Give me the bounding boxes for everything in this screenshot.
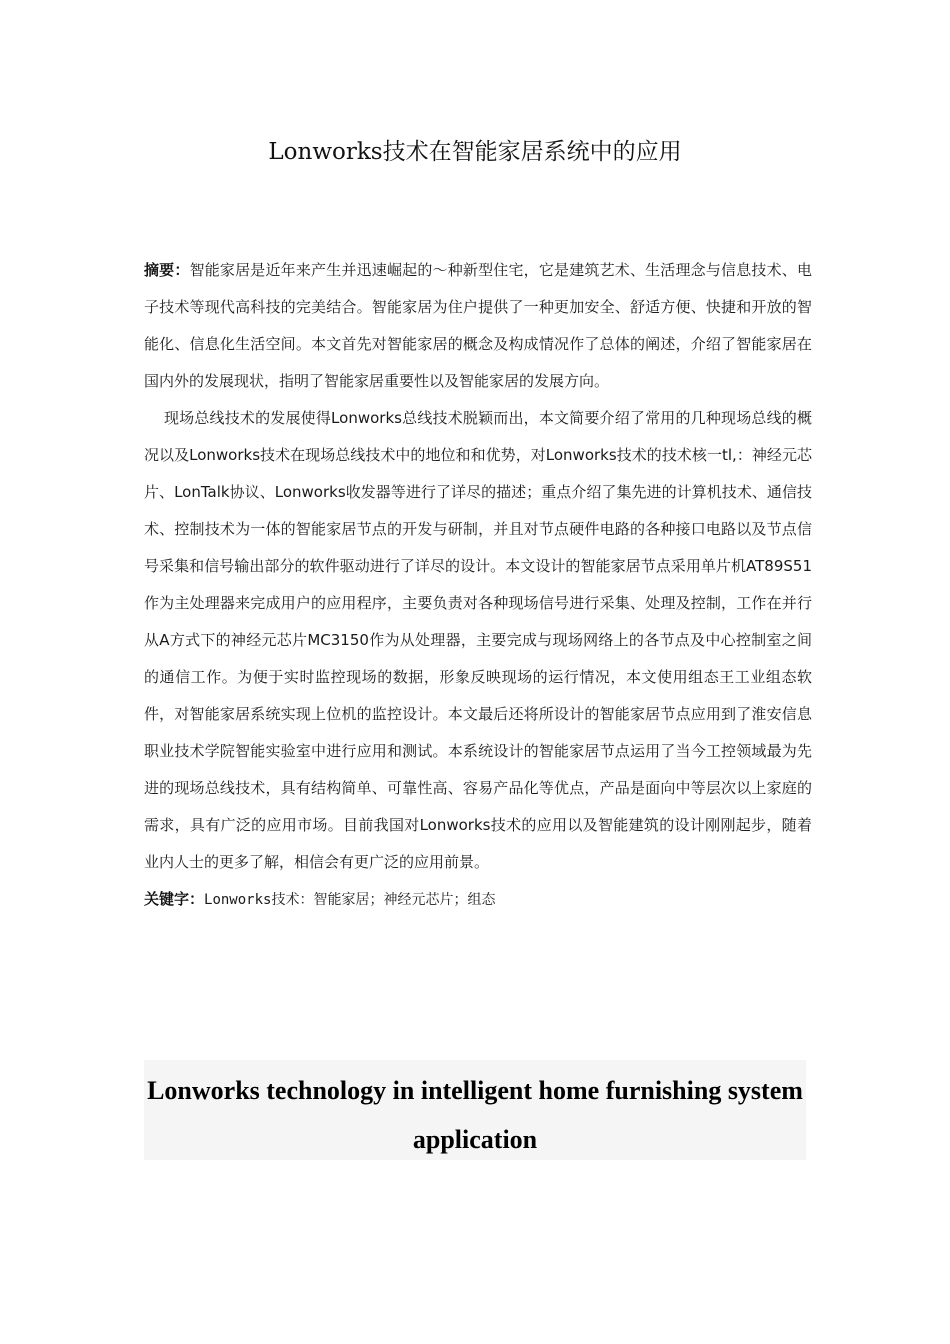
keywords-text: Lonworks技术：智能家居；神经元芯片；组态 (204, 892, 496, 908)
abstract-paragraph (144, 252, 812, 400)
keywords-label: 关键字： (144, 890, 205, 908)
english-title-box (144, 1060, 806, 1160)
document-title-en: Lonworks technology in intelligent home furnishing system application (147, 1076, 803, 1154)
body-paragraph: 现场总线技术的发展使得Lonworks总线技术脱颖而出，本文简要介绍了常用的几种现场总线的概况以及Lonworks技术在现场总线技术中的地位和和优势，对Lonworks技术的技术核一tl,：神经元芯片、LonTalk协议、Lonworks收发器等进行了详尽的描述；重点介绍了集先进的计算机技术、通信技术、控制技术为一体的智能家居节点的开发与研制，并且对节点硬件电路的各种接口电路以及节点信号采集和信号输出部分的软件驱动进行了详尽的设计。本文设计的智能家居节点采用单片机AT89S51作为主处理器来完成用户的应用程序，主要负责对各种现场信号进行采集、处理及控制，工作在并行从A方式下的神经元芯片MC3150作为从处理器，主要完成与现场网络上的各节点及中心控制室之间的通信工作。为便于实时监控现场的数据，形象反映现场的运行情况，本文使用组态王工业组态软件，对智能家居系统实现上位机的监控设计。本文最后还将所设计的智能家居节点应用到了淮安信息职业技术学院智能实验室中进行应用和测试。本系统设计的智能家居节点运用了当今工控领域最为先进的现场总线技术，具有结构简单、可靠性高、容易产品化等优点，产品是面向中等层次以上家庭的需求，具有广泛的应用市场。目前我国对Lonworks技术的应用以及智能建筑的设计刚刚起步，随着业内人士的更多了解，相信会有更广泛的应用前景。 (144, 409, 812, 871)
keywords-line (144, 881, 812, 919)
abstract-label: 摘要： (144, 261, 190, 279)
document-title-cn: Lonworks技术在智能家居系统中的应用 (268, 139, 682, 165)
abstract-section (144, 252, 812, 919)
abstract-text: 智能家居是近年来产生并迅速崛起的～种新型住宅，它是建筑艺术、生活理念与信息技术、电子技术等现代高科技的完美结合。智能家居为住户提供了一种更加安全、舒适方便、快捷和开放的智能化、信息化生活空间。本文首先对智能家居的概念及构成情况作了总体的阐述，介绍了智能家居在国内外的发展现状，指明了智能家居重要性以及智能家居的发展方向。 (144, 261, 812, 390)
